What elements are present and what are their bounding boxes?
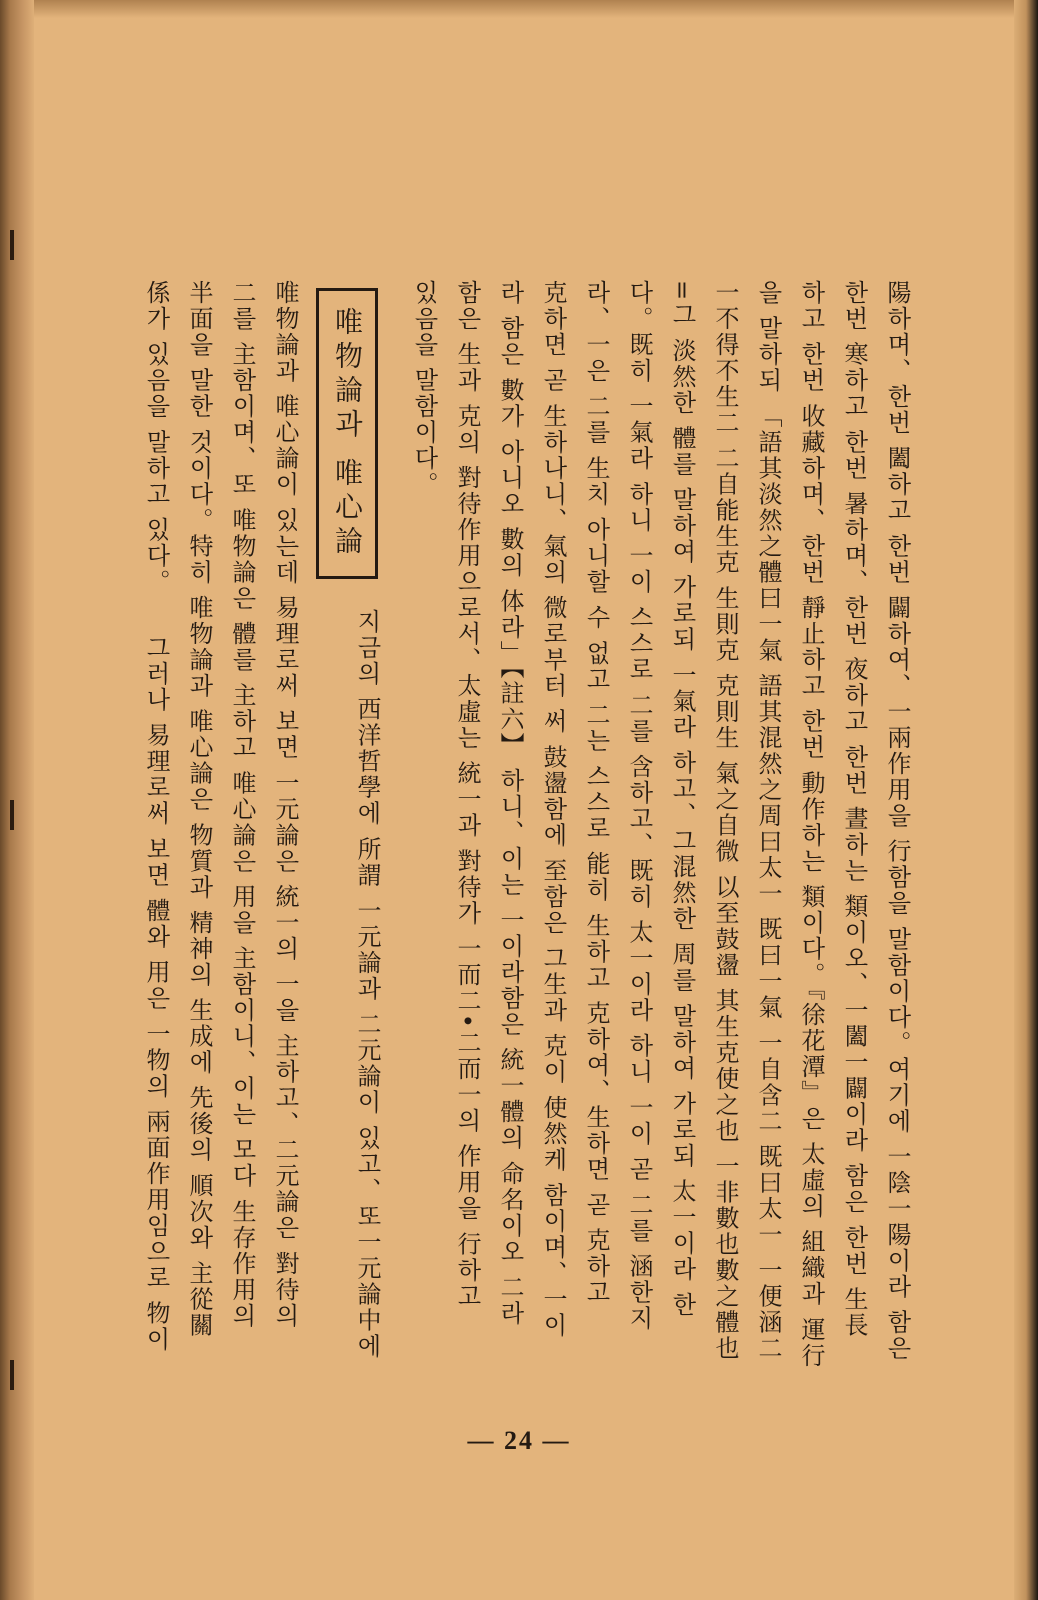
text-column: 一不得不生二 二自能生克 生則克 克則生 氣之自微 以至鼓盪 其生克使之也 一非數也數之體也 <box>711 280 739 1362</box>
text-column <box>134 280 177 1420</box>
text-column: 함은 生과 克의 對待作用으로서、太虛는 統一과 對待가 一而二•二而一의 作用을 行하고 <box>453 280 481 1310</box>
binding-gutter <box>0 0 34 1600</box>
text-column-continuation: 그러나 易理로써 보면 體와 用은 一物의 兩面作用임으로 物이 <box>142 634 170 1353</box>
binding-stitch <box>10 1360 14 1390</box>
section-heading: 唯物論과 唯心論 <box>316 288 378 579</box>
text-column: 다。既히 一氣라 하니 一이 스스로 二를 含하고、既히 太一이라 하니 一이 곧 二를 涵한지 <box>625 280 653 1332</box>
text-column: 二를 主함이며、또 唯物論은 體를 主하고 唯心論은 用을 主함이니、이는 모다 生存作用의 <box>228 280 256 1329</box>
page-number: — 24 — <box>467 1426 571 1455</box>
text-column: =그 淡然한 體를 말하여 가로되 一氣라 하고、그混然한 周를 말하여 가로되 太一이라 한 <box>668 280 696 1319</box>
section-first-line: 지금의 西洋哲學에 所謂 一元論과 二元論이 있고、또一元論中에 <box>353 608 381 1360</box>
text-column: 을 말하되 「語其淡然之體曰一氣 語其混然之周曰太一 既曰一氣 一自含二 既曰太一 一便涵二 <box>754 280 782 1362</box>
top-edge-shadow <box>34 0 1014 18</box>
section-heading-row <box>306 280 388 1420</box>
text-column: 한번 寒하고 한번 暑하며、한번 夜하고 한번 晝하는 類이오、一闔一闢이라 함은 한번 生長 <box>840 280 868 1339</box>
text-column: 陽하며、한번 闔하고 한번 闢하여、一兩作用을 行함을 말함이다。여기에 一陰一陽이라 함은 <box>883 280 911 1362</box>
text-column: 라、一은 二를 生치 아니할 수 없고 二는 스스로 能히 生하고 克하여、生하면 곧 克하고 <box>582 280 610 1306</box>
text-column: 克하면 곧 生하나니、氣의 微로부터 써 鼓盪함에 至함은 그生과 克이 使然케 함이며、一이 <box>539 280 567 1339</box>
binding-stitch <box>10 230 14 260</box>
text-column: 半面을 말한 것이다。特히 唯物論과 唯心論은 物質과 精神의 生成에 先後의 順次와 主從關 <box>185 280 213 1339</box>
binding-stitch <box>10 800 14 830</box>
text-column: 唯物論과 唯心論이 있는데 易理로써 보면 一元論은 統一의 一을 主하고、二元論은 對待의 <box>271 280 299 1329</box>
paragraph-end-line: 있음을 말함이다。 <box>410 280 438 498</box>
vertical-text-block <box>142 280 918 1420</box>
text-column-start: 係가 있음을 말하고 있다。 <box>142 280 170 595</box>
text-column: 하고 한번 收藏하며、한번 靜止하고 한번 動作하는 類이다。『徐花潭』은 太虛의 組織과 運行 <box>797 280 825 1369</box>
page-right-edge <box>1014 0 1038 1600</box>
text-column: 라 함은 數가 아니오 數의 体라」【註六】 하니、이는 一이라함은 統一體의 命名이오 二라 <box>496 280 524 1327</box>
